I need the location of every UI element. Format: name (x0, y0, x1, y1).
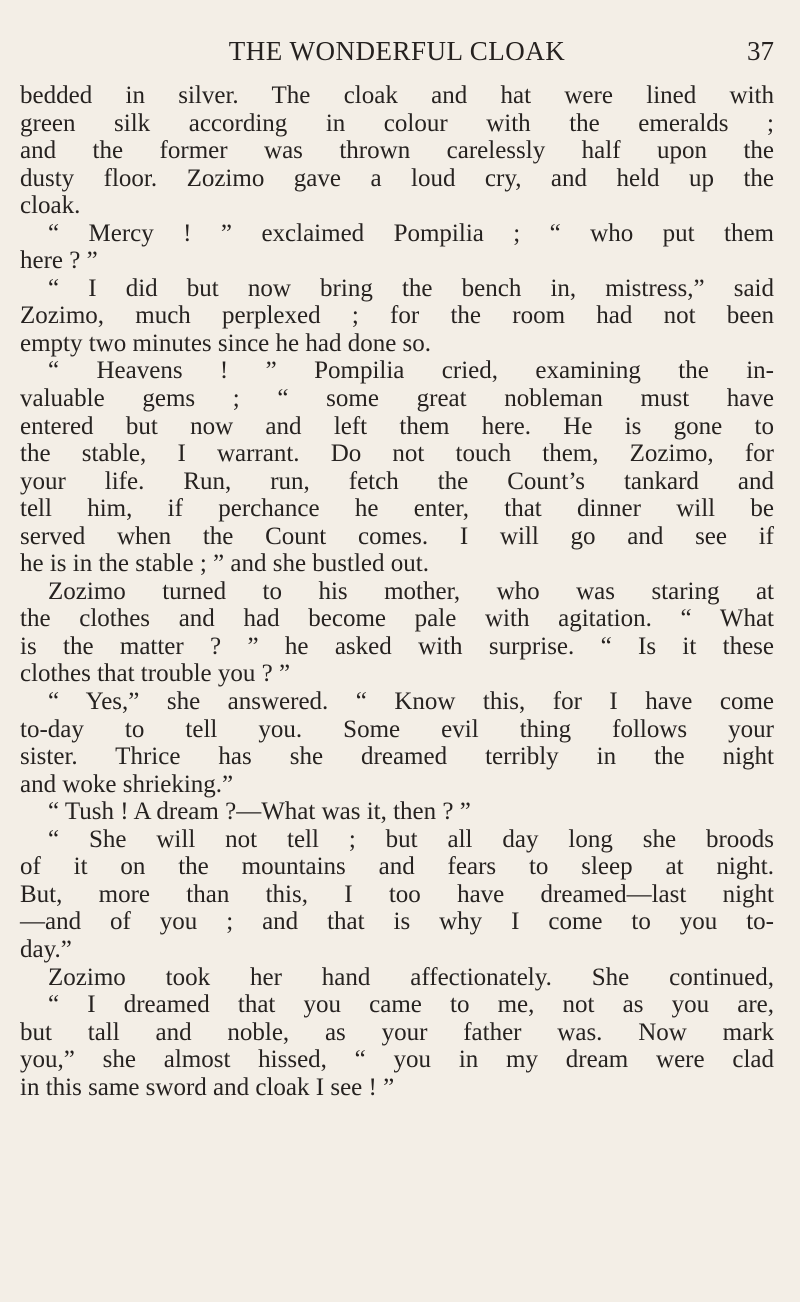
text-line: of it on the mountains and fears to sleep at night. (20, 853, 774, 881)
text-line: but tall and noble, as your father was. Now mark (20, 1018, 774, 1046)
page-number: 37 (747, 36, 774, 66)
text-line: —and of you ; and that is why I come to you to- (20, 908, 774, 936)
text-line: “ Heavens ! ” Pompilia cried, examining the in- (48, 357, 774, 385)
text-line: sister. Thrice has she dreamed terribly in the night (20, 743, 774, 771)
text-line: Zozimo turned to his mother, who was staring at (48, 577, 774, 605)
text-line: to-day to tell you. Some evil thing follows your (20, 715, 774, 743)
text-line: dusty floor. Zozimo gave a loud cry, and held up the (20, 164, 774, 192)
text-line: day.” (20, 935, 72, 963)
text-line: empty two minutes since he had done so. (20, 329, 432, 357)
text-line: “ Mercy ! ” exclaimed Pompilia ; “ who put them (48, 219, 774, 247)
text-line: here ? ” (20, 247, 98, 275)
text-line: “ I did but now bring the bench in, mistress,” said (48, 274, 774, 302)
text-line: cloak. (20, 192, 81, 220)
running-head (20, 36, 774, 76)
text-line: and woke shrieking.” (20, 770, 234, 798)
text-line: he is in the stable ; ” and she bustled out. (20, 550, 429, 578)
text-line: your life. Run, run, fetch the Count’s tankard and (20, 467, 774, 495)
body-text (20, 82, 774, 1101)
text-line: “ She will not tell ; but all day long she broods (48, 825, 774, 853)
text-line: you,” she almost hissed, “ you in my dream were clad (20, 1046, 774, 1074)
text-line: the stable, I warrant. Do not touch them, Zozimo, for (20, 440, 774, 468)
text-line: But, more than this, I too have dreamed—last night (20, 880, 774, 908)
text-line: the clothes and had become pale with agitation. “ What (20, 605, 774, 633)
text-line: “ Yes,” she answered. “ Know this, for I have come (48, 688, 774, 716)
text-line: valuable gems ; “ some great nobleman must have (20, 385, 774, 413)
text-line: and the former was thrown carelessly half upon the (20, 137, 774, 165)
text-line: served when the Count comes. I will go and see if (20, 522, 774, 550)
text-line: Zozimo took her hand affectionately. She continued, (48, 963, 774, 991)
text-line: bedded in silver. The cloak and hat were lined with (20, 82, 774, 109)
text-line: in this same sword and cloak I see ! ” (20, 1073, 395, 1101)
running-title: THE WONDERFUL CLOAK (228, 36, 566, 66)
text-line: “ Tush ! A dream ?—What was it, then ? ” (48, 798, 471, 826)
text-line: is the matter ? ” he asked with surprise. “ Is it these (20, 632, 774, 660)
text-line: tell him, if perchance he enter, that dinner will be (20, 495, 774, 523)
text-line: clothes that trouble you ? ” (20, 660, 291, 688)
text-line: green silk according in colour with the emeralds ; (20, 109, 774, 137)
text-line: “ I dreamed that you came to me, not as you are, (48, 991, 774, 1019)
text-line: Zozimo, much perplexed ; for the room had not been (20, 302, 774, 330)
text-line: entered but now and left them here. He is gone to (20, 412, 774, 440)
